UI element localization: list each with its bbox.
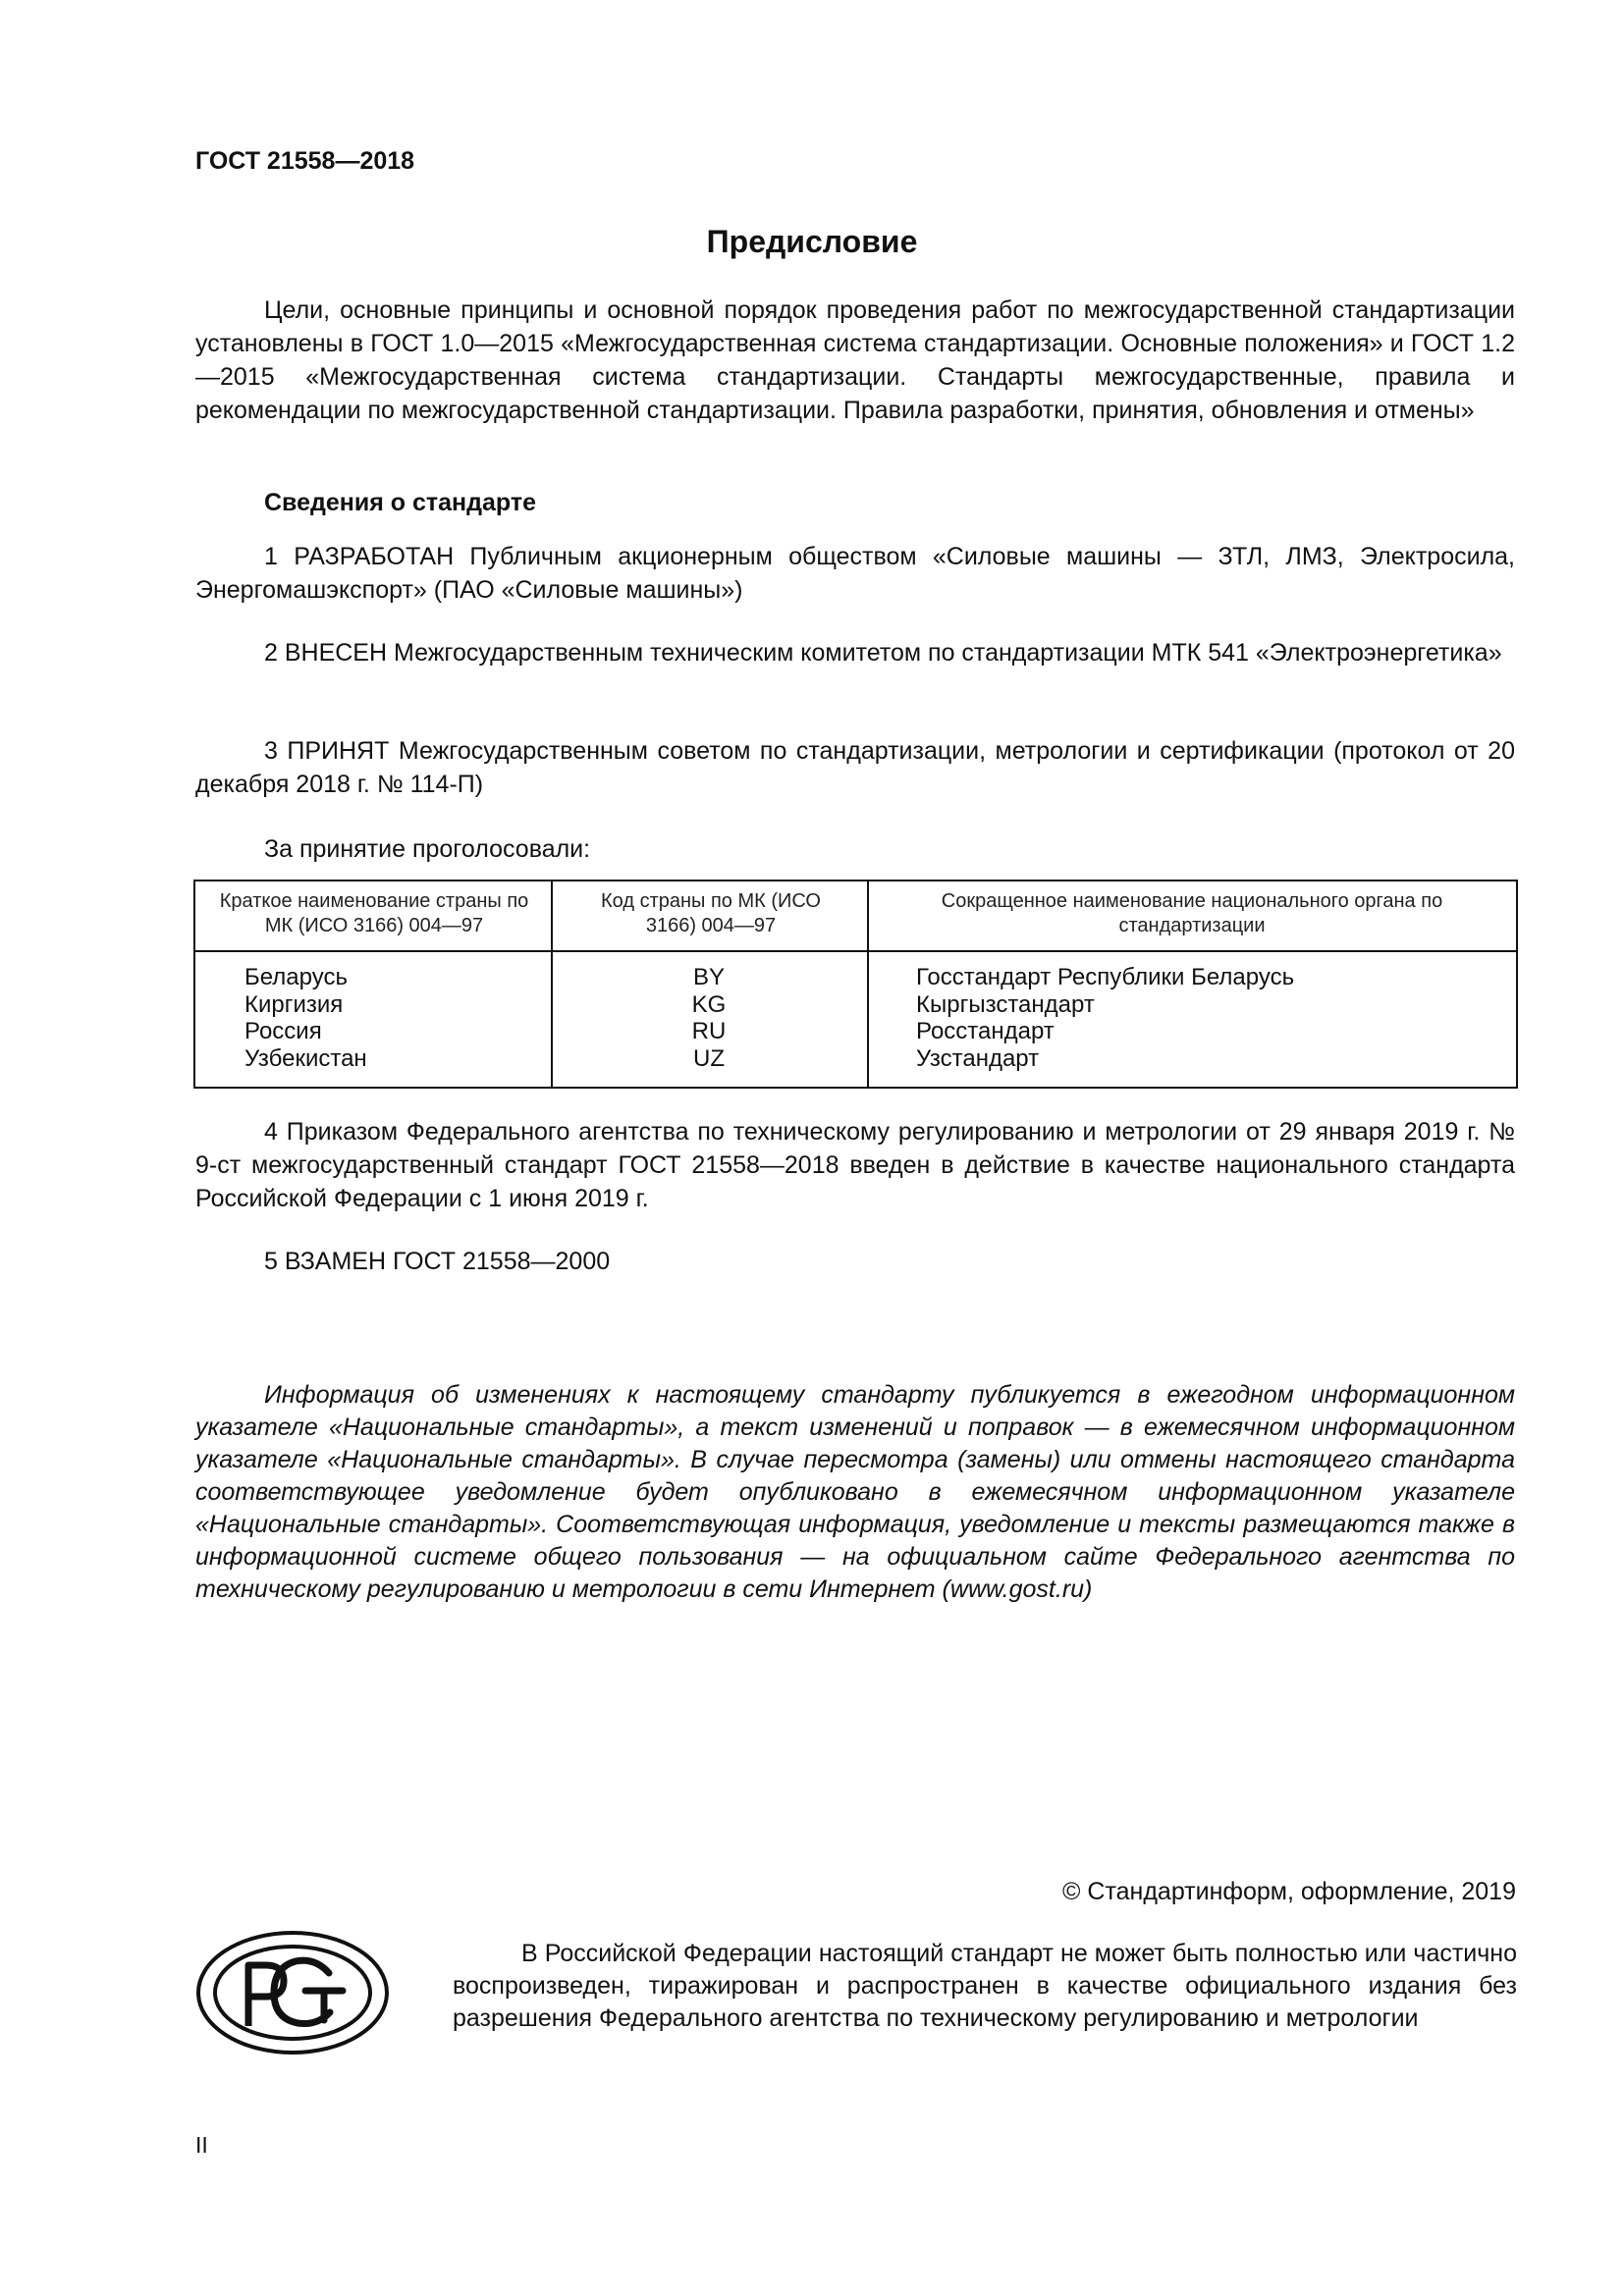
national-body-column bbox=[916, 964, 1294, 1072]
table-cell-body: Кыргызстандарт bbox=[916, 990, 1095, 1018]
voted-label: За принятие проголосовали: bbox=[264, 835, 591, 863]
country-column bbox=[244, 964, 367, 1072]
intro-paragraph: Цели, основные принципы и основной порядок проведения работ по межгосударственной стандартизации установлены в ГОСТ 1.0—2015 «Межгосударственная система стандартизации. Основные положения» и ГОСТ 1.2—2015 «Межгосударственная система стандартизации. Стандарты межгосударственные, правила и рекомендации по межгосударственной стандартизации. Правила разработки, принятия, обновления и отмены» bbox=[195, 296, 1515, 424]
table-cell-country: Узбекистан bbox=[244, 1044, 367, 1072]
table-cell-country: Россия bbox=[244, 1018, 322, 1044]
page-title: Предисловие bbox=[706, 224, 918, 259]
document-code: ГОСТ 21558—2018 bbox=[195, 147, 415, 175]
item-introduced: 2 ВНЕСЕН Межгосударственным техническим комитетом по стандартизации МТК 541 «Электроэнергетика» bbox=[264, 639, 1502, 667]
item-replaces: 5 ВЗАМЕН ГОСТ 21558—2000 bbox=[264, 1248, 611, 1275]
vote-table bbox=[193, 880, 1518, 1089]
item-enacted: 4 Приказом Федерального агентства по техническому регулированию и метрологии от 29 января 2019 г. № 9-ст межгосударственный стандарт ГОСТ 21558—2018 введен в действие в качестве национального стандарта Российской Федерации с 1 июня 2019 г. bbox=[195, 1118, 1515, 1212]
page-number: II bbox=[195, 2132, 208, 2158]
table-cell-body: Росстандарт bbox=[916, 1018, 1055, 1044]
table-cell-country: Киргизия bbox=[244, 990, 344, 1018]
amendments-info-note: Информация об изменениях к настоящему стандарту публикуется в ежегодном информационном указателе «Национальные стандарты», а текст изменений и поправок — в ежемесячном информационном указателе «Национальные стандарты». В случае пересмотра (замены) или отмены настоящего стандарта соответствующее уведомление будет опубликовано в ежемесячном информационном указателе «Национальные стандарты». Соответствующая информация, уведомление и тексты размещаются также в информационной системе общего пользования — на официальном сайте Федерального агентства по техническому регулированию и метрологии в сети Интернет (www.gost.ru) bbox=[195, 1381, 1515, 1603]
pct-certification-mark-icon bbox=[195, 1930, 390, 2056]
table-cell-body: Узстандарт bbox=[916, 1044, 1040, 1072]
header-country-name: Краткое наименование страны по МК (ИСО 3166) 004—97 bbox=[219, 890, 529, 936]
copyright-line: © Стандартинформ, оформление, 2019 bbox=[1062, 1878, 1516, 1905]
header-country-code: Код страны по МК (ИСО 3166) 004—97 bbox=[601, 890, 821, 936]
table-cell-code: RU bbox=[691, 1018, 727, 1044]
table-cell-body: Госстандарт Республики Беларусь bbox=[916, 964, 1295, 990]
table-cell-code: UZ bbox=[693, 1044, 725, 1072]
about-standard-heading: Сведения о стандарте bbox=[264, 489, 537, 516]
table-cell-code: BY bbox=[692, 964, 725, 990]
table-cell-code: KG bbox=[691, 990, 727, 1018]
column-divider bbox=[867, 881, 869, 1087]
code-column bbox=[551, 964, 867, 1072]
header-national-body: Сокращенное наименование национального органа по стандартизации bbox=[941, 890, 1443, 936]
item-adopted: 3 ПРИНЯТ Межгосударственным советом по стандартизации, метрологии и сертификации (протокол от 20 декабря 2018 г. № 114-П) bbox=[195, 737, 1515, 798]
rights-notice: В Российской Федерации настоящий стандарт не может быть полностью или частично воспроизведен, тиражирован и распространен в качестве официального издания без разрешения Федерального агентства по техническому регулированию и метрологии bbox=[453, 1940, 1517, 2032]
item-developed: 1 РАЗРАБОТАН Публичным акционерным обществом «Силовые машины — ЗТЛ, ЛМЗ, Электросила, Энергомашэкспорт» (ПАО «Силовые машины») bbox=[195, 543, 1515, 604]
table-cell-country: Беларусь bbox=[244, 964, 348, 990]
